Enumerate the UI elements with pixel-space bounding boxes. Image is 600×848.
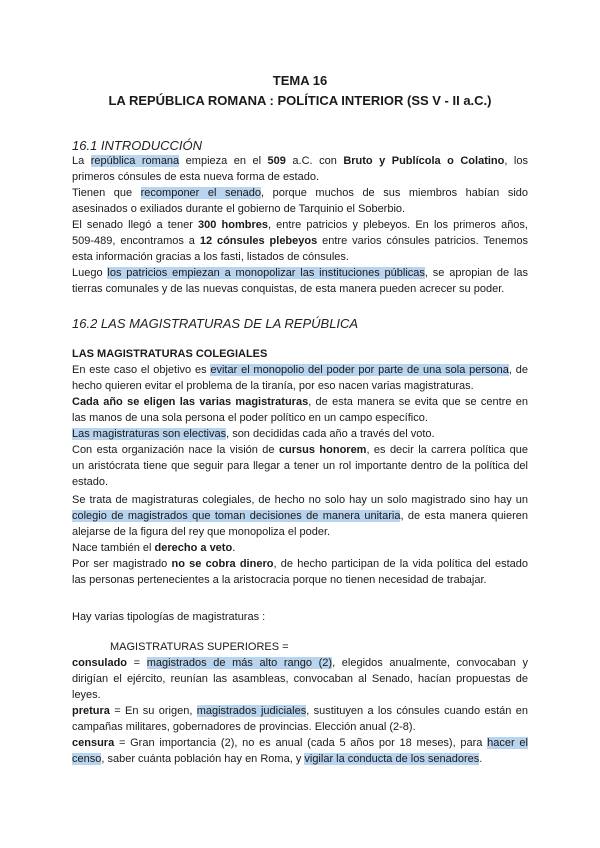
colegio-line: alejarse de la figura del rey que monopoliza el poder.	[72, 526, 331, 538]
colegiales-heading: LAS MAGISTRATURAS COLEGIALES	[72, 348, 268, 360]
colegiales-line: un aristócrata tiene que seguir para llegar a tener un rol importante dentro de la política del	[72, 460, 528, 472]
colegiales-paragraph	[72, 346, 528, 490]
censura-line: censura = Gran importancia (2), no es anual (cada 5 años por 18 meses), para hacer el	[72, 737, 528, 749]
colegiales-line: En este caso el objetivo es evitar el monopolio del poder por parte de una sola persona, de	[72, 364, 528, 376]
colegio-line: Por ser magistrado no se cobra dinero, de hecho participan de la vida política del estado	[72, 558, 529, 570]
intro-line: asesinados o exiliados durante el gobierno de Tarquinio el Soberbio.	[72, 203, 406, 215]
colegiales-line: estado.	[72, 476, 109, 488]
consulado-line: dirigían el ejército, reunían las asambleas, convocaban al Senado, hacían propuestas de	[72, 673, 528, 685]
title-line-2: LA REPÚBLICA ROMANA : POLÍTICA INTERIOR (SS V - II a.C.)	[108, 93, 492, 108]
title-line-1: TEMA 16	[272, 73, 328, 88]
colegio-line: colegio de magistrados que toman decisiones de manera unitaria, de esta manera quieren	[72, 510, 528, 522]
intro-line: El senado llegó a tener 300 hombres, entre patricios y plebeyos. En los primeros años,	[72, 219, 528, 231]
colegiales-line: Cada año se eligen las varias magistraturas, de esta manera se evita que se centre en	[72, 396, 528, 408]
pretura-line: pretura = En su origen, magistrados judiciales, sustituyen a los cónsules cuando están en	[72, 705, 528, 717]
section-heading-magistraturas: 16.2 LAS MAGISTRATURAS DE LA REPÚBLICA	[72, 316, 359, 331]
intro-line: Luego los patricios empiezan a monopolizar las instituciones públicas, se apropian de las	[72, 267, 528, 279]
colegiales-line: las manos de una sola persona el poder político en un campo específico.	[72, 412, 428, 424]
intro-line: tierras comunales y de las nuevas conquistas, de esta manera pueden acrecer su poder.	[72, 283, 505, 295]
colegio-line: Se trata de magistraturas colegiales, de hecho no solo hay un solo magistrado sino hay un	[72, 494, 528, 506]
tipologias-intro: Hay varias tipologías de magistraturas :	[72, 611, 266, 623]
superiores-heading: MAGISTRATURAS SUPERIORES =	[110, 641, 289, 653]
section-heading-introduccion: 16.1 INTRODUCCIÓN	[72, 138, 203, 153]
pretura-line: campañas militares, gobernadores de provincias. Elección anual (2-8).	[72, 721, 416, 733]
colegio-paragraph	[72, 492, 528, 588]
consulado-line: consulado = magistrados de más alto rango (2), elegidos anualmente, convocaban y	[72, 657, 529, 669]
colegiales-line: Con esta organización nace la visión de cursus honorem, es decir la carrera política que	[72, 444, 529, 456]
intro-line: Tienen que recomponer el senado, porque muchos de sus miembros habían sido	[72, 187, 528, 199]
colegio-line: Nace también el derecho a veto.	[72, 542, 236, 554]
intro-line: esta información gracias a los fasti, listados de cónsules.	[72, 251, 349, 263]
intro-line: primeros cónsules de esta nueva forma de estado.	[72, 171, 320, 183]
intro-line: 509-489, encontramos a 12 cónsules plebeyos entre varios cónsules patricios. Tenemos	[72, 235, 528, 247]
colegio-line: las personas pertenecientes a la aristocracia porque no tienen necesidad de trabajar.	[72, 574, 487, 586]
tipologias-list	[72, 639, 528, 767]
colegiales-line: hecho quieren evitar el problema de la tiranía, por eso nacen varias magistraturas.	[72, 380, 474, 392]
colegiales-line: Las magistraturas son electivas, son decididas cada año a través del voto.	[72, 428, 435, 440]
intro-line: La república romana empieza en el 509 a.C. con Bruto y Publícola o Colatino, los	[72, 155, 528, 167]
intro-paragraph	[72, 153, 528, 297]
censura-line: censo, saber cuánta población hay en Roma, y vigilar la conducta de los senadores.	[72, 753, 483, 765]
consulado-line: leyes.	[72, 689, 101, 701]
